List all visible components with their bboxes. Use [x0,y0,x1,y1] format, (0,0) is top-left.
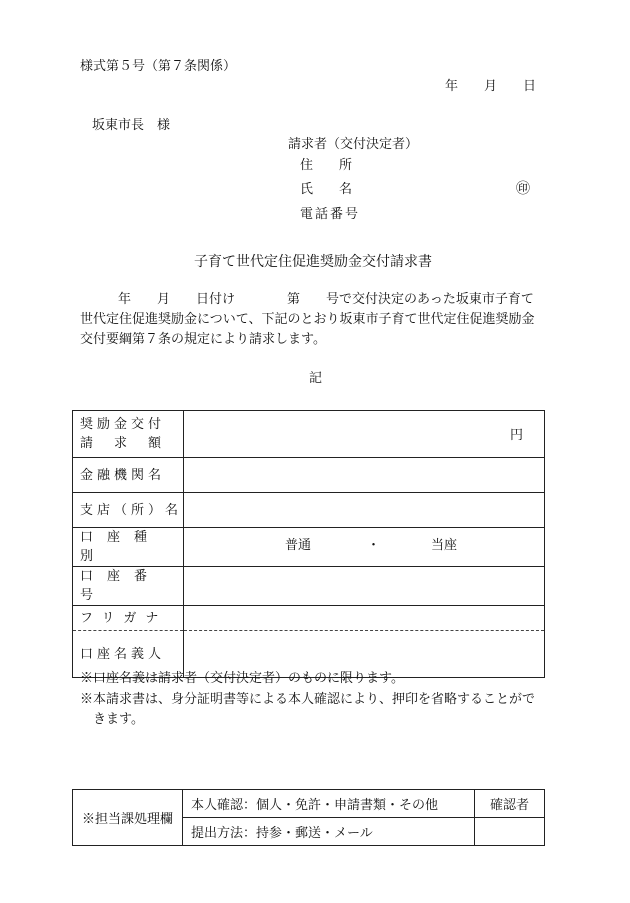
bank-field[interactable] [184,458,545,493]
branch-label: 支店（所）名 [73,493,184,528]
id-check-options: 本人確認：個人・免許・申請書類・その他 [183,790,475,818]
amount-label-line-2: 請 求 額 [80,436,166,451]
amount-field[interactable] [184,411,545,458]
requester-heading: 請求者（交付決定者） [288,137,419,152]
office-use-label: ※担当課処理欄 [73,790,183,846]
account-type-label: 口座種別 [73,528,184,567]
furigana-label: フリガナ [73,606,184,631]
note-1: ※口座名義は請求者（交付決定者）のものに限ります。 [80,671,404,686]
confirmer-stamp-field[interactable] [475,818,545,846]
date-year: 年 [445,79,459,94]
phone-label: 電話番号 [300,207,361,222]
table-row [73,411,545,458]
account-type-separator: ・ [367,538,381,553]
address-label: 住 所 [300,158,353,173]
office-use-table [72,789,545,846]
account-type-current[interactable]: 当座 [431,538,458,553]
bank-label: 金融機関名 [73,458,184,493]
account-number-field[interactable] [184,567,545,606]
table-row [73,790,545,818]
note-2-line-1: ※本請求書は、身分証明書等による本人確認により、押印を省略することがで [80,692,536,707]
name-label: 氏 名 [300,182,353,197]
amount-label [73,411,184,458]
date-day: 日 [523,79,537,94]
table-row [73,458,545,493]
seal-mark: ㊞ [516,181,530,197]
table-row [73,567,545,606]
document-title: 子育て世代定住促進奨励金交付請求書 [194,254,432,270]
request-table [72,410,545,678]
table-row [73,493,545,528]
account-type-ordinary[interactable]: 普通 [285,538,312,553]
addressee: 坂東市長 様 [92,118,171,133]
account-type-field [184,528,545,567]
form-number: 様式第５号（第７条関係） [80,59,237,74]
holder-label: 口座名義人 [73,631,184,678]
yen-unit: 円 [510,428,524,443]
body-line-2: 世代定住促進奨励金について、下記のとおり坂東市子育て世代定住促進奨励金 [80,312,535,327]
account-number-label: 口座番号 [73,567,184,606]
date-month: 月 [484,79,498,94]
confirmer-label: 確認者 [475,790,545,818]
table-row [73,606,545,631]
body-line-3: 交付要綱第７条の規定により請求します。 [80,332,326,347]
branch-field[interactable] [184,493,545,528]
body-line-1: 年 月 日付け 第 号で交付決定のあった坂東市子育て [118,292,534,307]
note-2-line-2: きます。 [93,712,144,727]
ki-mark: 記 [309,371,323,386]
table-row [73,528,545,567]
submission-method-options: 提出方法：持参・郵送・メール [183,818,475,846]
amount-label-line-1: 奨励金交付 [80,417,166,432]
furigana-field[interactable] [184,606,545,631]
